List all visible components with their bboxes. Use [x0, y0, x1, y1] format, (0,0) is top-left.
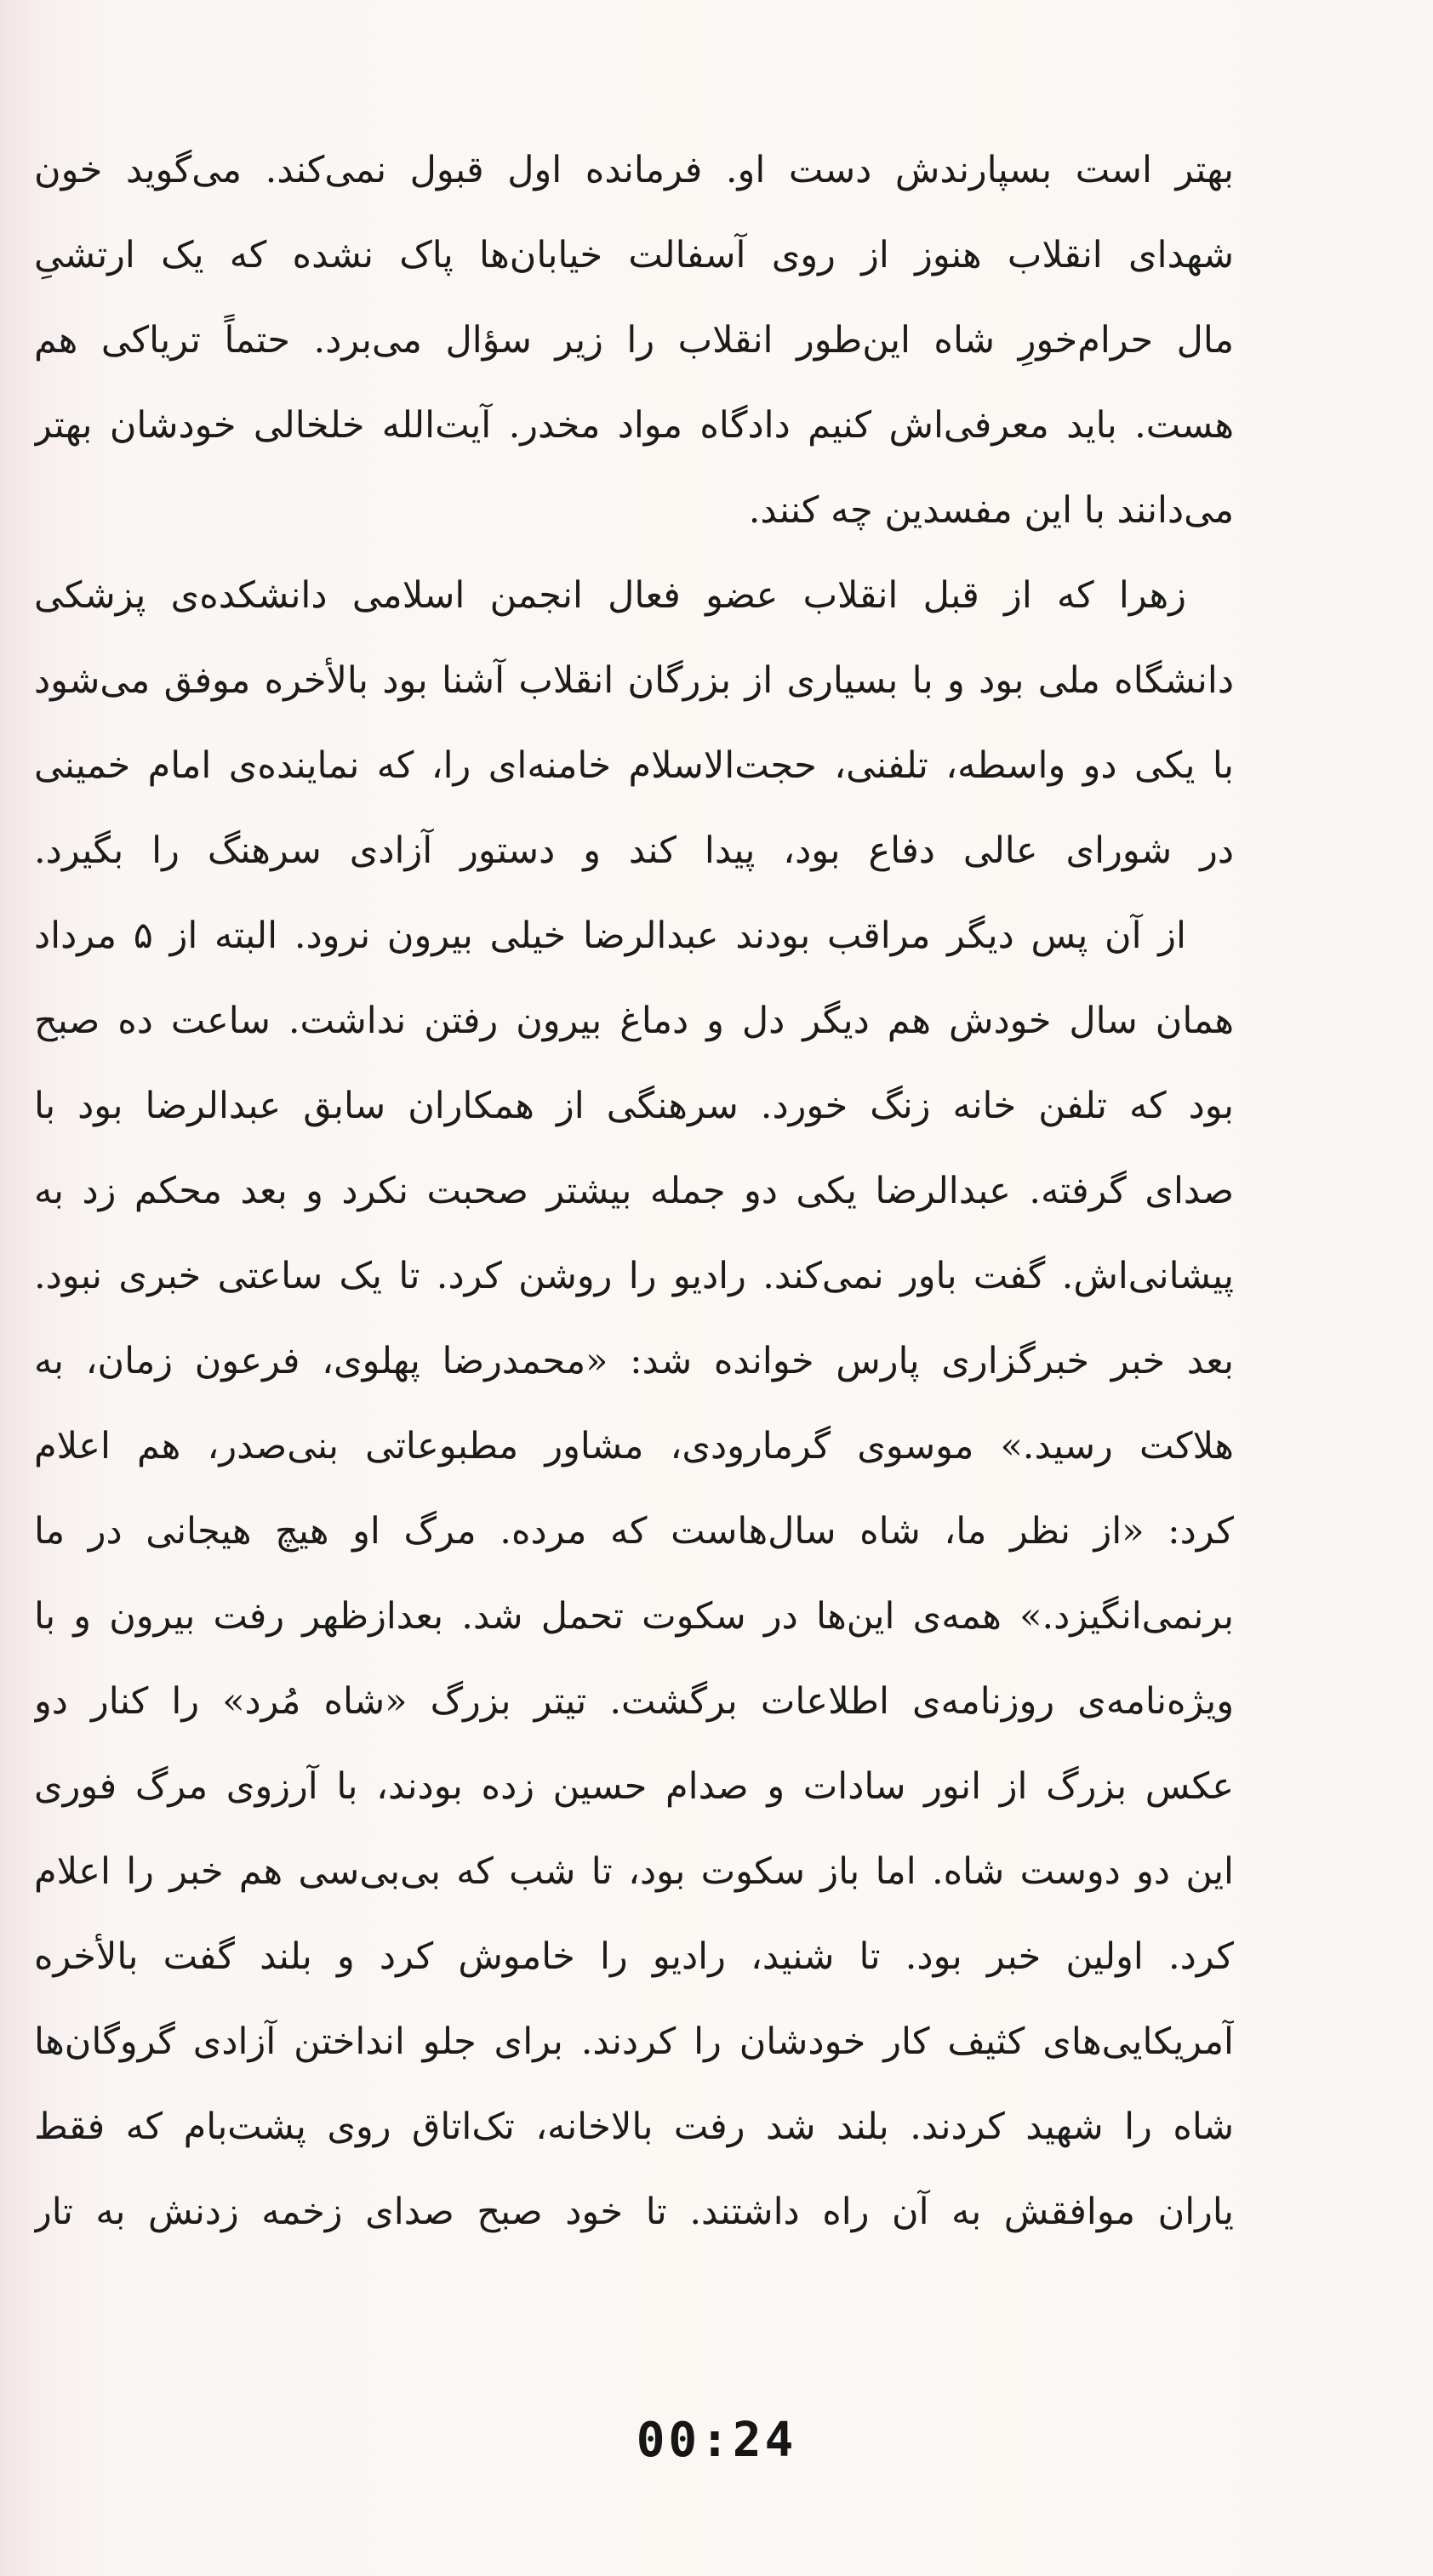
- text-line: پیشانی‌اش. گفت باور نمی‌کند. رادیو را روشن کرد. تا یک ساعتی خبری نبود.: [34, 1255, 1234, 1297]
- text-line: بعد خبر خبرگزاری پارس خوانده شد: «محمدرضا پهلوی، فرعون زمان، به: [34, 1340, 1234, 1382]
- text-line: هست. باید معرفی‌اش کنیم دادگاه مواد مخدر. آیت‌الله خلخالی خودشان بهتر: [34, 404, 1234, 447]
- text-line: صدای گرفته. عبدالرضا یکی دو جمله بیشتر صحبت نکرد و بعد محکم زد به: [34, 1170, 1234, 1212]
- book-page-body: [34, 128, 1234, 2254]
- text-line: می‌دانند با این مفسدین چه کنند.: [748, 489, 1234, 532]
- text-line: کرد: «از نظر ما، شاه سال‌هاست که مرده. مرگ او هیچ هیجانی در ما: [34, 1510, 1234, 1553]
- text-line: مال حرام‌خورِ شاه این‌طور انقلاب را زیر سؤال می‌برد. حتماً تریاکی هم: [34, 319, 1234, 362]
- text-line: ویژه‌نامه‌ی روزنامه‌ی اطلاعات برگشت. تیتر بزرگ «شاه مُرد» را کنار دو: [34, 1680, 1234, 1723]
- text-line: شاه را شهید کردند. بلند شد رفت بالاخانه، تک‌اتاق روی پشت‌بام که فقط: [34, 2106, 1234, 2148]
- text-line: همان سال خودش هم دیگر دل و دماغ بیرون رفتن نداشت. ساعت ده صبح: [34, 1000, 1234, 1042]
- text-line: بهتر است بسپارندش دست او. فرمانده اول قبول نمی‌کند. می‌گوید خون: [34, 149, 1234, 191]
- text-line: شهدای انقلاب هنوز از روی آسفالت خیابان‌ها پاک نشده که یک ارتشیِ: [34, 234, 1234, 276]
- text-line: هلاکت رسید.» موسوی گرمارودی، مشاور مطبوعاتی بنی‌صدر، هم اعلام: [34, 1425, 1234, 1468]
- text-line: زهرا که از قبل انقلاب عضو فعال انجمن اسلامی دانشکده‌ی پزشکی: [34, 574, 1186, 617]
- text-line: از آن پس دیگر مراقب بودند عبدالرضا خیلی بیرون نرود. البته از ۵ مرداد: [34, 915, 1187, 957]
- text-line: در شورای عالی دفاع بود، پیدا کند و دستور آزادی سرهنگ را بگیرد.: [34, 829, 1234, 872]
- text-line: یاران موافقش به آن راه داشتند. تا خود صبح صدای زخمه زدنش به تار: [34, 2191, 1234, 2233]
- text-line: بود که تلفن خانه زنگ خورد. سرهنگی از همکاران سابق عبدالرضا بود با: [34, 1085, 1234, 1127]
- text-line: این دو دوست شاه. اما باز سکوت بود، تا شب که بی‌بی‌سی هم خبر را اعلام: [34, 1850, 1234, 1893]
- text-line: دانشگاه ملی بود و با بسیاری از بزرگان انقلاب آشنا بود بالأخره موفق می‌شود: [34, 659, 1234, 702]
- text-line: کرد. اولین خبر بود. تا شنید، رادیو را خاموش کرد و بلند گفت بالأخره: [34, 1935, 1234, 1978]
- text-line: برنمی‌انگیزد.» همه‌ی این‌ها در سکوت تحمل شد. بعدازظهر رفت بیرون و با: [34, 1595, 1234, 1638]
- text-line: عکس بزرگ از انور سادات و صدام حسین زده بودند، با آرزوی مرگ فوری: [34, 1765, 1234, 1808]
- text-line: با یکی دو واسطه، تلفنی، حجت‌الاسلام خامنه‌ای را، که نماینده‌ی امام خمینی: [34, 744, 1234, 787]
- text-line: آمریکایی‌های کثیف کار خودشان را کردند. برای جلو انداختن آزادی گروگان‌ها: [34, 2020, 1234, 2063]
- page-number: 00:24: [636, 2413, 797, 2468]
